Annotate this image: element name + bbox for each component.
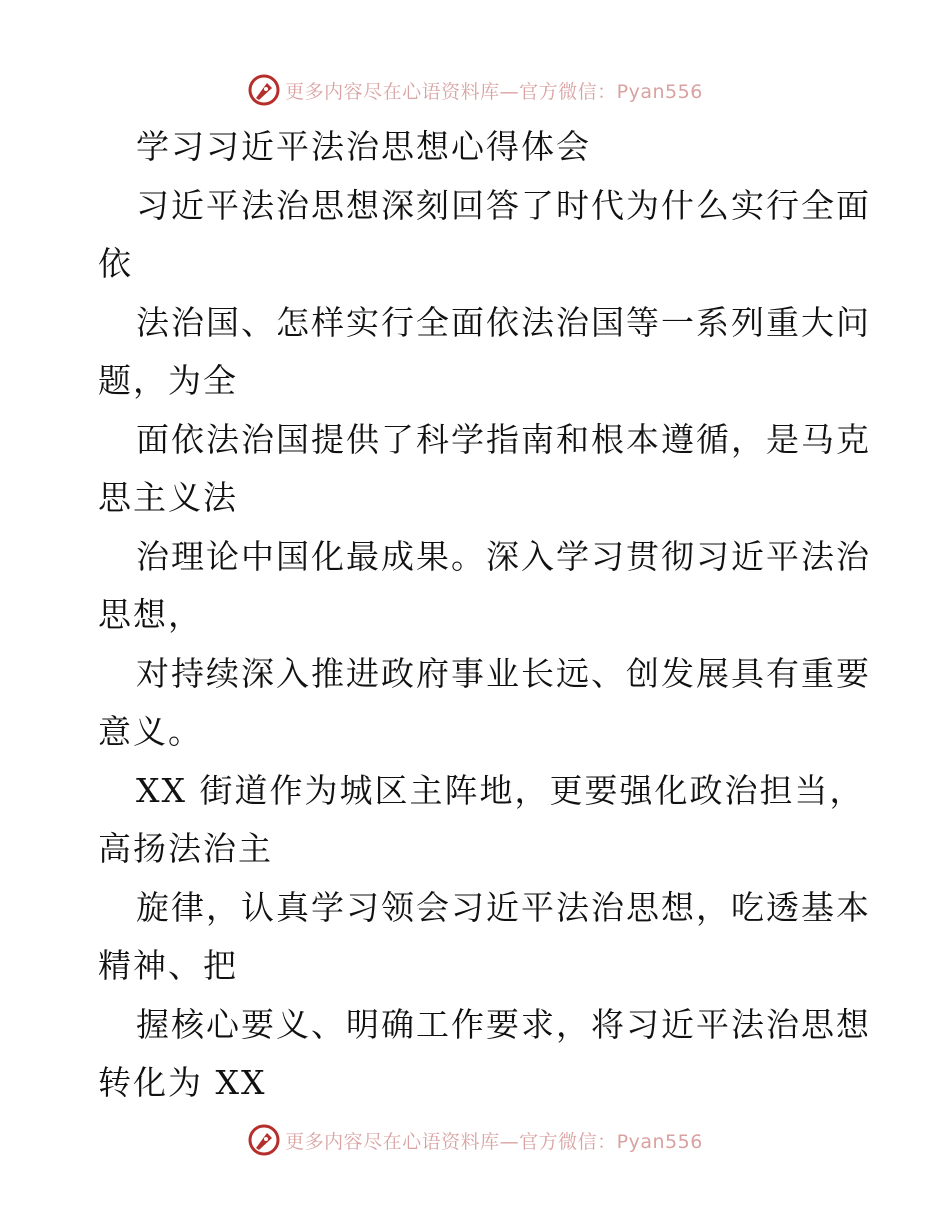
paragraph-line: 面依法治国提供了科学指南和根本遵循，是马克 <box>136 419 871 459</box>
paragraph-line: 意义。 <box>98 712 203 751</box>
paragraph-line: 思想， <box>98 595 203 634</box>
paragraph-line: 对持续深入推进政府事业长远、创发展具有重要 <box>136 653 871 693</box>
paragraph-line: 转化为 XX <box>98 1063 267 1102</box>
paragraph-line: 法治国、怎样实行全面依法治国等一系列重大问 <box>136 302 871 342</box>
paragraph-line: 治理论中国化最成果。深入学习贯彻习近平法治 <box>136 536 871 576</box>
paragraph-line: 精神、把 <box>98 946 238 985</box>
document-title: 学习习近平法治思想心得体会 <box>136 127 591 166</box>
paragraph-line: 习近平法治思想深刻回答了时代为什么实行全面 <box>136 185 871 225</box>
banner-text: 更多内容尽在心语资料库—官方微信：Pyan556 <box>285 1130 703 1153</box>
paragraph-line: XX 街道作为城区主阵地，更要强化政治担当， <box>136 770 865 810</box>
paragraph-line: 握核心要义、明确工作要求，将习近平法治思想 <box>136 1004 871 1044</box>
paragraph-line: 题，为全 <box>98 361 238 400</box>
paragraph-line: 依 <box>98 244 133 283</box>
paragraph-line: 思主义法 <box>98 478 238 517</box>
paragraph-line: 旋律，认真学习领会习近平法治思想，吃透基本 <box>136 887 871 927</box>
footer-banner <box>0 1120 950 1160</box>
banner-text: 更多内容尽在心语资料库—官方微信：Pyan556 <box>285 80 703 103</box>
header-banner <box>0 70 950 110</box>
paragraph-line: 高扬法治主 <box>98 829 273 868</box>
document-body <box>98 118 871 1113</box>
pen-nib-icon <box>247 1123 281 1157</box>
pen-nib-icon <box>247 73 281 107</box>
